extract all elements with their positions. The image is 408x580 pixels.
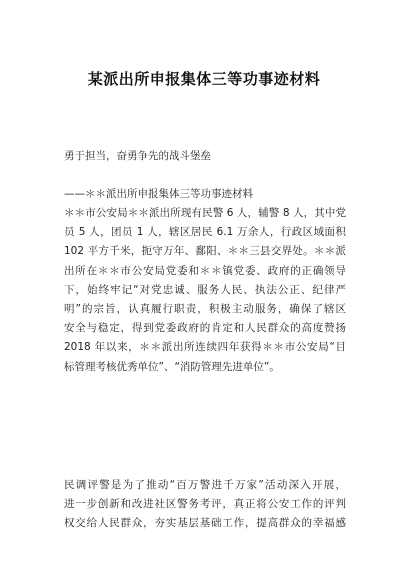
- paragraph-line: 明”的宗旨，认真履行职责，积极主动服务，确保了辖区: [64, 302, 346, 315]
- paragraph-line: 出所在＊＊市公安局党委和＊＊镇党委、政府的正确领导: [64, 264, 346, 277]
- paragraph-line: 民调评警是为了推动“百万警进千万家”活动深入开展，: [64, 479, 346, 491]
- paragraph-line: 下，始终牢记“对党忠诚、服务人民、执法公正、纪律严: [64, 283, 346, 296]
- paragraph-1: [64, 204, 346, 377]
- paragraph-line: 员 5 人，团员 1 人，辖区居民 6.1 万余人，行政区域面积: [64, 226, 346, 239]
- paragraph-line: ＊＊市公安局＊＊派出所现有民警 6 人，辅警 8 人，其中党: [64, 207, 346, 219]
- document-byline: ——＊＊派出所申报集体三等功事迹材料: [64, 188, 253, 200]
- paragraph-line: 进一步创新和改进社区警务考评，真正将公安工作的评判: [64, 498, 346, 511]
- paragraph-line: 2018 年以来，＊＊派出所连续四年获得＊＊市公安局“目: [64, 341, 346, 354]
- paragraph-line: 标管理考核优秀单位”、“消防管理先进单位”。: [64, 360, 280, 373]
- paragraph-2: [64, 476, 346, 534]
- document-title: 某派出所申报集体三等功事迹材料: [87, 70, 321, 88]
- paragraph-line: 安全与稳定，得到党委政府的肯定和人民群众的高度赞扬: [64, 322, 346, 335]
- paragraph-line: 102 平方千米，扼守万年、鄱阳、＊＊三县交界处。＊＊派: [64, 245, 346, 258]
- paragraph-line: 权交给人民群众，夯实基层基础工作，提高群众的幸福感: [64, 517, 346, 530]
- document-subheading: 勇于担当，奋勇争先的战斗堡垒: [64, 150, 211, 162]
